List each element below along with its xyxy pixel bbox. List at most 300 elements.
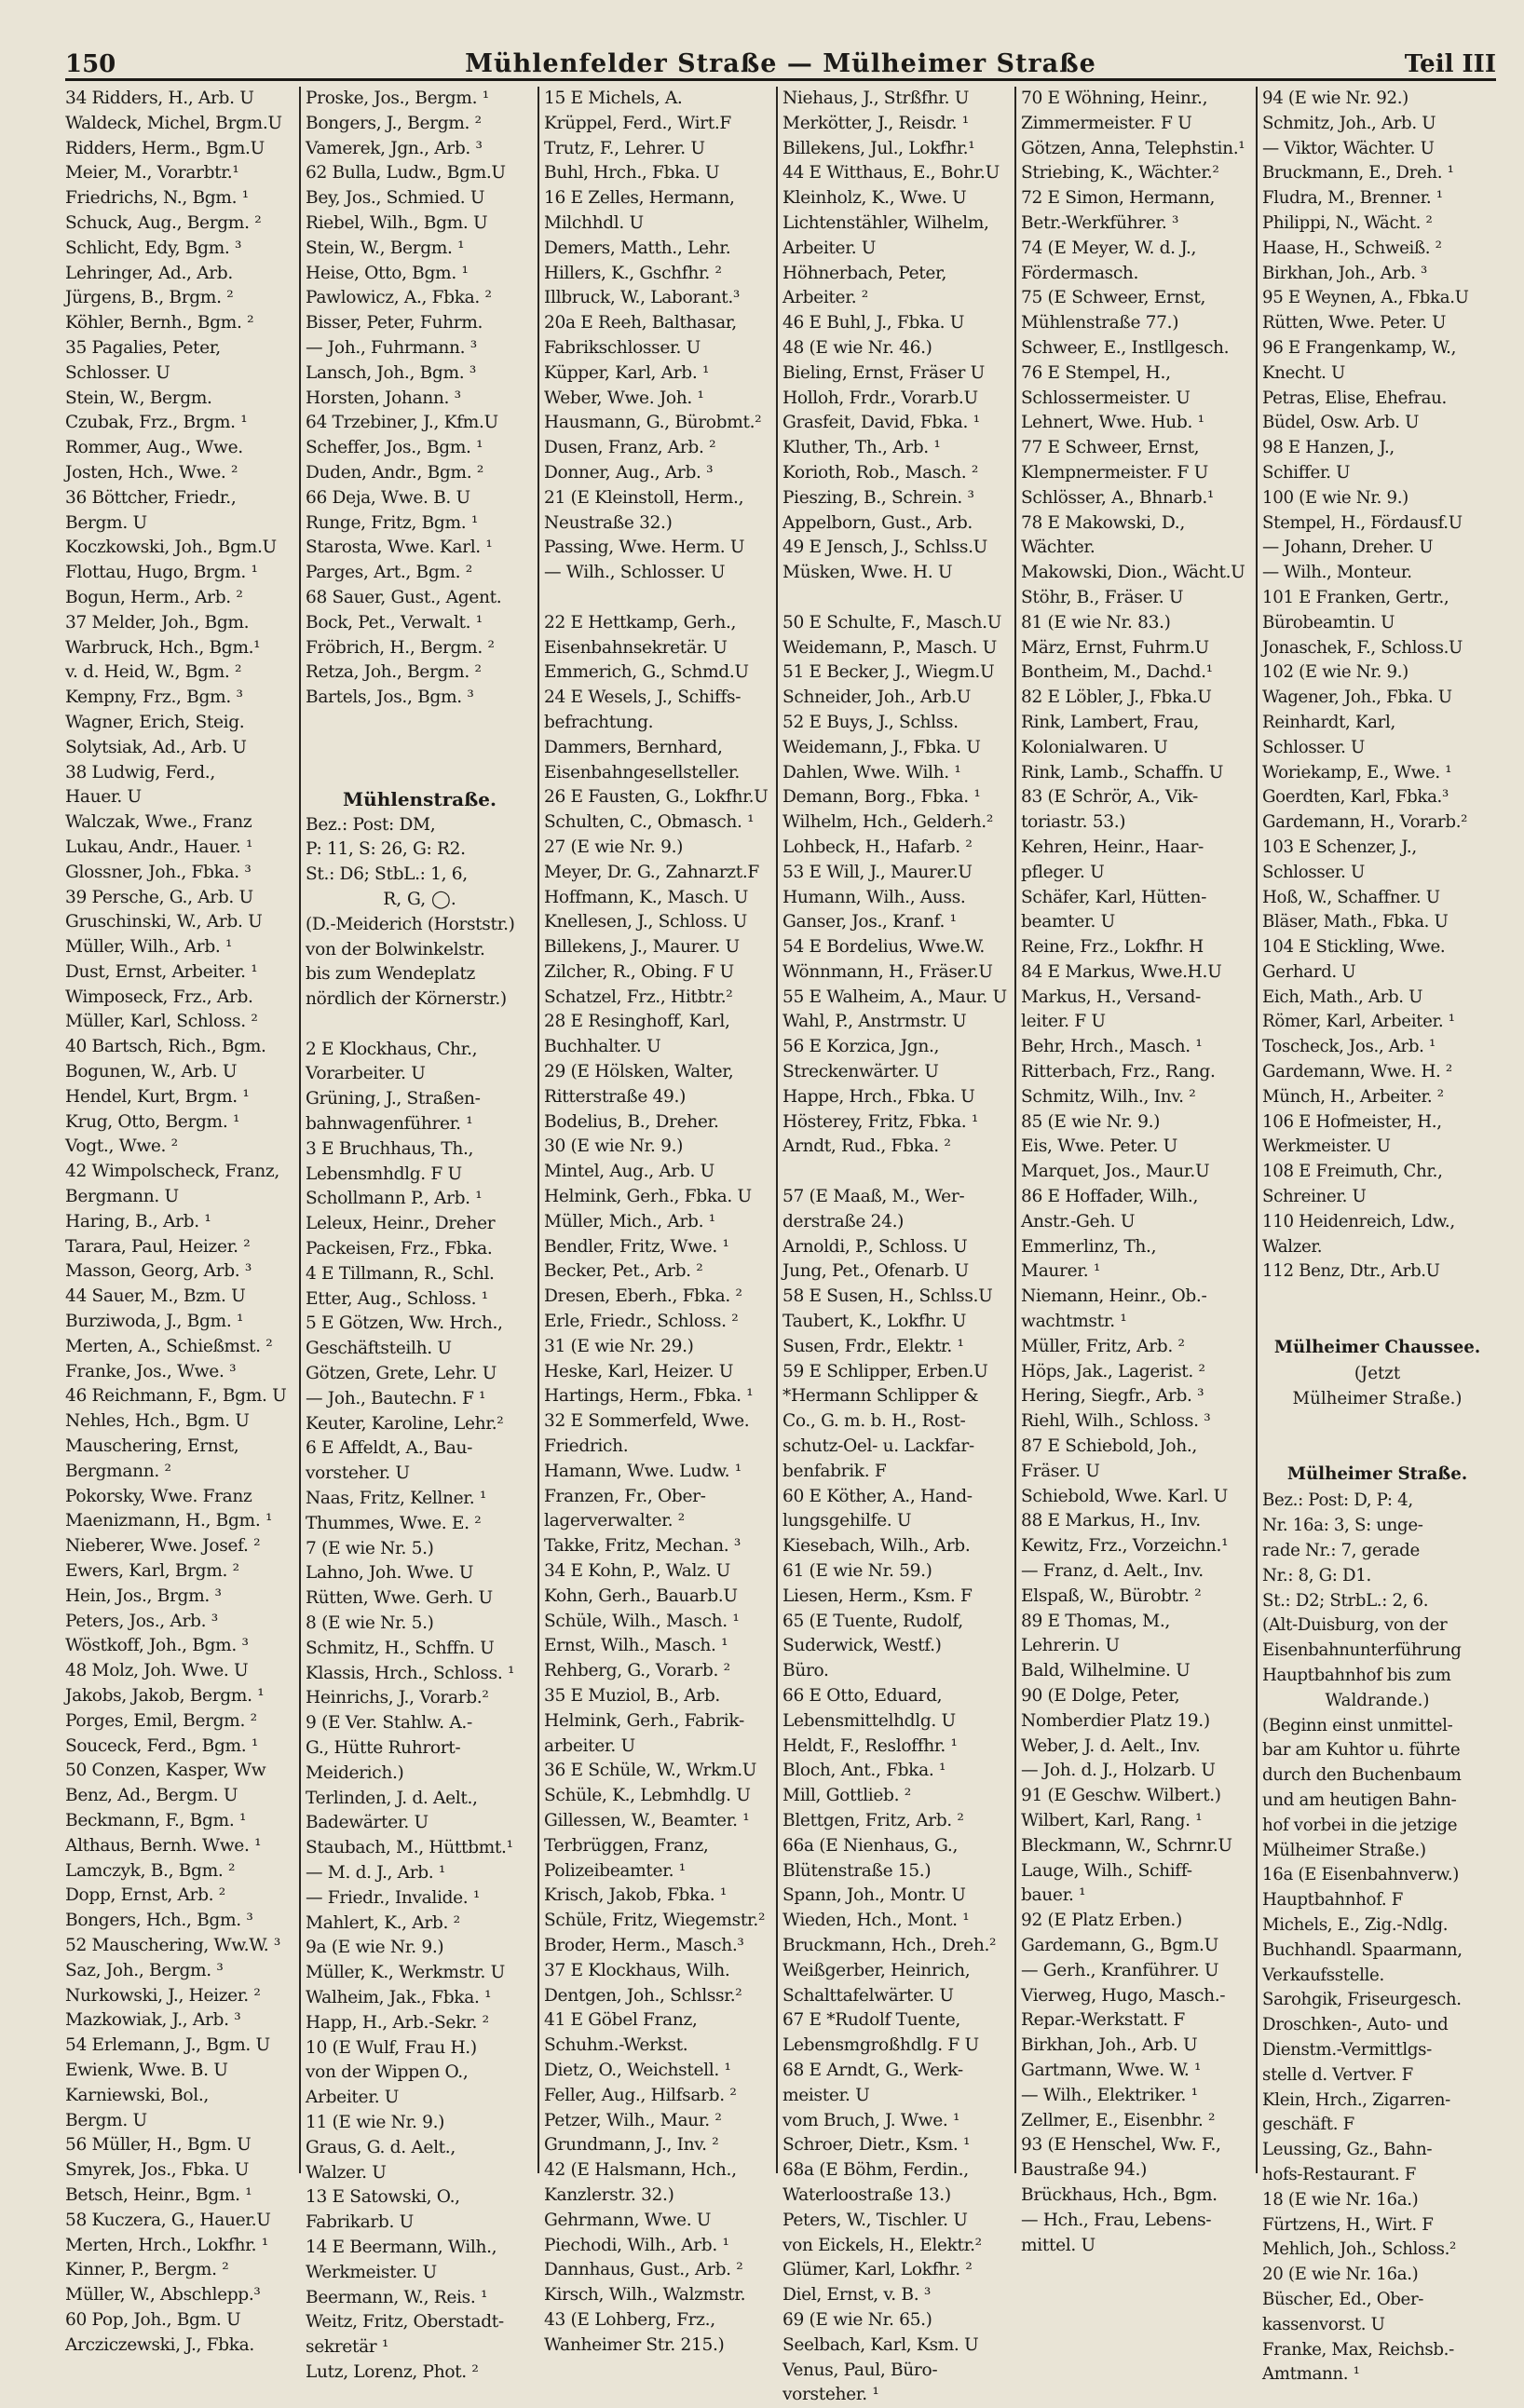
directory-entry: 108 E Freimuth, Chr., — [1262, 1162, 1443, 1182]
directory-entry: Ernst, Wilh., Masch. ¹ — [544, 1636, 728, 1656]
directory-entry: Warbruck, Hch., Bgm.¹ — [65, 637, 261, 658]
directory-entry: 30 (E wie Nr. 9.) — [544, 1136, 684, 1157]
directory-entry: Bloch, Ant., Fbka. ¹ — [782, 1761, 946, 1781]
directory-entry: Hösterey, Fritz, Fbka. ¹ — [782, 1111, 979, 1132]
directory-entry: Götzen, Grete, Lehr. U — [306, 1364, 497, 1384]
directory-entry: Meier, M., Vorarbtr.¹ — [65, 163, 239, 184]
directory-entry: Lehrerin. U — [1021, 1636, 1120, 1656]
directory-entry: Schiebold, Wwe. Karl. U — [1021, 1486, 1228, 1506]
directory-entry: Smyrek, Jos., Fbka. U — [65, 2160, 250, 2181]
directory-entry: Haase, H., Schweiß. ² — [1262, 238, 1442, 258]
directory-entry: 68 E Arndt, G., Werk- — [782, 2060, 963, 2080]
directory-entry: Wimposeck, Frz., Arb. — [65, 986, 253, 1007]
directory-entry: von der Wippen O., — [306, 2062, 469, 2083]
directory-entry: pfleger. U — [1021, 862, 1105, 882]
directory-entry: Schuck, Aug., Bergm. ² — [65, 212, 262, 233]
directory-entry: Arndt, Rud., Fbka. ² — [782, 1136, 951, 1157]
directory-entry: Pawlowicz, A., Fbka. ² — [306, 288, 492, 308]
directory-entry: 42 Wimpolscheck, Franz, — [65, 1162, 279, 1182]
directory-entry: leiter. F U — [1021, 1012, 1106, 1032]
directory-entry: 2 E Klockhaus, Chr., — [306, 1039, 478, 1059]
directory-entry: Lebensmgroßhdlg. F U — [782, 2035, 979, 2056]
directory-entry: 20 (E wie Nr. 16a.) — [1262, 2265, 1419, 2285]
directory-entry: 53 E Will, J., Maurer.U — [782, 862, 973, 882]
directory-entry: Schmitz, Joh., Arb. U — [1262, 113, 1436, 133]
directory-entry: Donner, Aug., Arb. ³ — [544, 462, 714, 483]
directory-entry: Naas, Fritz, Kellner. ¹ — [306, 1489, 486, 1509]
directory-entry: Bendler, Fritz, Wwe. ¹ — [544, 1236, 729, 1257]
directory-entry: Proske, Jos., Bergm. ¹ — [306, 88, 489, 108]
directory-entry: Runge, Fritz, Bgm. ¹ — [306, 512, 478, 533]
directory-entry: v. d. Heid, W., Bgm. ² — [65, 662, 242, 683]
directory-entry: 34 E Kohn, P., Walz. U — [544, 1561, 730, 1582]
directory-entry: Dienstm.-Vermittlgs- — [1262, 2039, 1432, 2060]
directory-entry: Nieberer, Wwe. Josef. ² — [65, 1536, 261, 1557]
centered-note: R, G, ◯. — [383, 889, 456, 909]
directory-entry: Müsken, Wwe. H. U — [782, 563, 953, 583]
directory-entry: vorsteher. U — [306, 1463, 410, 1484]
directory-entry: Bongers, Hch., Bgm. ³ — [65, 1911, 253, 1931]
directory-entry: Eisenbahnsekretär. U — [544, 637, 728, 658]
directory-entry: Parges, Art., Bgm. ² — [306, 563, 472, 583]
directory-entry: Mauschering, Ernst, — [65, 1436, 239, 1457]
directory-entry: 81 (E wie Nr. 83.) — [1021, 612, 1171, 633]
directory-entry: Bald, Wilhelmine. U — [1021, 1661, 1191, 1681]
directory-entry: Amtmann. ¹ — [1262, 2364, 1360, 2385]
directory-entry: Schlosser. U — [1262, 737, 1365, 757]
directory-entry: Schreiner. U — [1262, 1187, 1367, 1207]
directory-entry: 32 E Sommerfeld, Wwe. — [544, 1411, 750, 1432]
directory-entry: Staubach, M., Hüttbmt.¹ — [306, 1838, 513, 1858]
directory-entry: Schmitz, Wilh., Inv. ² — [1021, 1086, 1196, 1107]
directory-entry: 75 (E Schweer, Ernst, — [1021, 288, 1206, 308]
directory-entry: Birkhan, Joh., Arb. U — [1021, 2035, 1198, 2056]
directory-entry: — Gerh., Kranführer. U — [1021, 1960, 1219, 1980]
directory-entry: Dahlen, Wwe. Wilh. ¹ — [782, 762, 961, 782]
directory-entry: Stöhr, B., Fräser. U — [1021, 587, 1184, 607]
directory-entry: Emmerlinz, Th., — [1021, 1236, 1157, 1257]
directory-entry: — Joh., Bautechn. F ¹ — [306, 1388, 486, 1408]
directory-entry: Striebing, K., Wächter.² — [1021, 163, 1219, 184]
directory-entry: Bergm. U — [65, 2110, 147, 2130]
directory-entry: 68 Sauer, Gust., Agent. — [306, 587, 502, 607]
directory-entry: Schollmann P., Arb. ¹ — [306, 1189, 483, 1209]
directory-entry: Retza, Joh., Bergm. ² — [306, 662, 482, 683]
directory-entry: Kluther, Th., Arb. ¹ — [782, 438, 941, 458]
directory-entry: bis zum Wendeplatz — [306, 964, 475, 985]
directory-entry: Bez.: Post: D, P: 4, — [1262, 1490, 1413, 1511]
directory-entry: Glossner, Joh., Fbka. ³ — [65, 862, 252, 882]
directory-entry: Arbeiter. U — [782, 238, 877, 258]
directory-entry: Thummes, Wwe. E. ² — [306, 1513, 482, 1533]
directory-entry: Polizeibeamter. ¹ — [544, 1860, 686, 1881]
directory-entry: Petzer, Wilh., Maur. ² — [544, 2110, 722, 2130]
directory-entry: Blettgen, Fritz, Arb. ² — [782, 1810, 964, 1830]
directory-entry: 48 (E wie Nr. 46.) — [782, 337, 932, 358]
directory-entry: Jakobs, Jakob, Bergm. ¹ — [65, 1686, 265, 1706]
directory-entry: Friedrichs, N., Bgm. ¹ — [65, 188, 249, 209]
directory-entry: Mill, Gottlieb. ² — [782, 1786, 911, 1806]
directory-entry: Bogunen, W., Arb. U — [65, 1062, 238, 1082]
directory-entry: Lebensmhdlg. F U — [306, 1163, 462, 1184]
directory-entry: Bartels, Jos., Bgm. ³ — [306, 687, 474, 708]
directory-entry: 48 Molz, Joh. Wwe. U — [65, 1661, 249, 1681]
directory-entry: Co., G. m. b. H., Rost- — [782, 1411, 966, 1432]
directory-entry: Nurkowski, J., Heizer. ² — [65, 1985, 261, 2006]
directory-entry: Czubak, Frz., Brgm. ¹ — [65, 413, 248, 433]
directory-entry: vorsteher. ¹ — [782, 2385, 879, 2405]
directory-entry: Ritterbach, Frz., Rang. — [1021, 1062, 1216, 1082]
directory-entry: Wagner, Erich, Steig. — [65, 712, 245, 732]
directory-entry: 37 Melder, Joh., Bgm. — [65, 612, 250, 633]
directory-entry: 82 E Löbler, J., Fbka.U — [1021, 687, 1212, 708]
directory-entry: Büro. — [782, 1661, 829, 1681]
directory-entry: 85 (E wie Nr. 9.) — [1021, 1111, 1161, 1132]
directory-entry: 78 E Makowski, D., — [1021, 512, 1185, 533]
directory-entry: Maenizmann, H., Bgm. ¹ — [65, 1511, 273, 1531]
directory-entry: Ewienk, Wwe. B. U — [65, 2060, 228, 2080]
directory-entry: Lahno, Joh. Wwe. U — [306, 1563, 474, 1584]
directory-entry: Marquet, Jos., Maur.U — [1021, 1162, 1210, 1182]
directory-entry: Hauer. U — [65, 787, 142, 808]
directory-entry: Heinrichs, J., Vorarb.² — [306, 1688, 489, 1708]
directory-entry: Wöstkoff, Joh., Bgm. ³ — [65, 1636, 249, 1656]
directory-entry: Stempel, H., Fördausf.U — [1262, 512, 1463, 533]
directory-entry: Dietz, O., Weichstell. ¹ — [544, 2060, 731, 2080]
directory-entry: 66a (E Nienhaus, G., — [782, 1835, 958, 1856]
directory-entry: 4 E Tillmann, R., Schl. — [306, 1263, 495, 1284]
directory-entry: 31 (E wie Nr. 29.) — [544, 1336, 694, 1356]
centered-note: (Jetzt — [1354, 1364, 1401, 1384]
directory-entry: hofs-Restaurant. F — [1262, 2164, 1416, 2184]
directory-entry: 61 (E wie Nr. 59.) — [782, 1561, 932, 1582]
directory-entry: Mülheimer Straße.) — [1262, 1840, 1426, 1860]
directory-entry: Nr.: 8, G: D1. — [1262, 1565, 1371, 1585]
directory-entry: Woriekamp, E., Wwe. ¹ — [1262, 762, 1452, 782]
directory-entry: Jürgens, B., Brgm. ² — [65, 288, 234, 308]
directory-entry: Lamczyk, B., Bgm. ² — [65, 1860, 236, 1881]
directory-entry: Beckmann, F., Bgm. ¹ — [65, 1810, 247, 1830]
directory-entry: Schulten, C., Obmasch. ¹ — [544, 812, 755, 833]
directory-entry: — M. d. J., Arb. ¹ — [306, 1862, 446, 1883]
directory-entry: Schiffer. U — [1262, 462, 1351, 483]
directory-entry: Bläser, Math., Fbka. U — [1262, 912, 1449, 932]
directory-entry: 7 (E wie Nr. 5.) — [306, 1538, 434, 1558]
directory-entry: — Johann, Dreher. U — [1262, 537, 1434, 558]
directory-entry: meister. U — [782, 2085, 870, 2105]
directory-entry: Schlossermeister. U — [1021, 388, 1191, 408]
directory-entry: Walczak, Wwe., Franz — [65, 812, 252, 833]
directory-entry: Hamann, Wwe. Ludw. ¹ — [544, 1461, 742, 1481]
directory-entry: sekretär ¹ — [306, 2337, 389, 2358]
directory-entry: Makowski, Dion., Wächt.U — [1021, 563, 1245, 583]
directory-entry: Verkaufsstelle. — [1262, 1965, 1384, 1985]
directory-entry: 56 E Korzica, Jgn., — [782, 1037, 940, 1057]
directory-entry: 93 (E Henschel, Ww. F., — [1021, 2135, 1221, 2156]
directory-entry: 50 E Schulte, F., Masch.U — [782, 612, 1002, 633]
directory-entry: 83 (E Schrör, A., Vik- — [1021, 787, 1198, 808]
directory-entry: Müller, K., Werkmstr. U — [306, 1963, 505, 1983]
directory-entry: Meiderich.) — [306, 1762, 404, 1783]
directory-entry: Wönnmann, H., Fräser.U — [782, 961, 993, 982]
directory-entry: Rütten, Wwe. Peter. U — [1262, 313, 1447, 333]
directory-entry: Weber, Wwe. Joh. ¹ — [544, 388, 704, 408]
directory-entry: von der Bolwinkelstr. — [306, 939, 485, 959]
directory-entry: Klein, Hrch., Zigarren- — [1262, 2089, 1450, 2110]
directory-entry: Kolonialwaren. U — [1021, 737, 1168, 757]
directory-entry: 96 E Frangenkamp, W., — [1262, 337, 1457, 358]
directory-entry: derstraße 24.) — [782, 1211, 905, 1231]
blank-line — [1262, 1412, 1492, 1437]
directory-entry: 56 Müller, H., Bgm. U — [65, 2135, 252, 2156]
directory-entry: — Wilh., Schlosser. U — [544, 563, 726, 583]
directory-entry: Zilcher, R., Obing. F U — [544, 961, 734, 982]
directory-entry: Hoß, W., Schaffner. U — [1262, 887, 1440, 907]
directory-entry: Dannhaus, Gust., Arb. ² — [544, 2260, 743, 2280]
directory-entry: Weißgerber, Heinrich, — [782, 1960, 971, 1980]
directory-entry: Burziwoda, J., Bgm. ¹ — [65, 1312, 244, 1332]
directory-entry: 60 E Köther, A., Hand- — [782, 1486, 973, 1506]
directory-entry: — Franz, d. Aelt., Inv. — [1021, 1561, 1204, 1582]
directory-entry: Philippi, N., Wächt. ² — [1262, 212, 1433, 233]
directory-entry: Ganser, Jos., Kranf. ¹ — [782, 912, 957, 932]
directory-entry: 77 E Schweer, Ernst, — [1021, 438, 1200, 458]
directory-entry: Mahlert, K., Arb. ² — [306, 1912, 460, 1933]
directory-entry: Wieden, Hch., Mont. ¹ — [782, 1911, 970, 1931]
directory-entry: Arbeiter. U — [306, 2088, 400, 2108]
directory-entry: Terlinden, J. d. Aelt., — [306, 1788, 478, 1808]
directory-entry: Höps, Jak., Lagerist. ² — [1021, 1361, 1205, 1381]
directory-entry: 16a (E Eisenbahnverw.) — [1262, 1865, 1460, 1885]
directory-entry: Gartmann, Wwe. W. ¹ — [1021, 2060, 1202, 2080]
directory-entry: 54 E Bordelius, Wwe.W. — [782, 937, 985, 958]
directory-entry: Souceck, Ferd., Bgm. ¹ — [65, 1735, 259, 1756]
directory-entry: Hillers, K., Gschfhr. ² — [544, 263, 722, 283]
directory-entry: Zellmer, E., Eisenbhr. ² — [1021, 2110, 1216, 2130]
directory-entry: schutz-Oel- u. Lackfar- — [782, 1436, 974, 1457]
directory-entry: vom Bruch, J. Wwe. ¹ — [782, 2110, 960, 2130]
directory-entry: Meyer, Dr. G., Zahnarzt.F — [544, 862, 759, 882]
directory-entry: Waldeck, Michel, Brgm.U — [65, 113, 282, 133]
directory-entry: 64 Trzebiner, J., Kfm.U — [306, 413, 498, 433]
directory-entry: — Viktor, Wächter. U — [1262, 138, 1435, 158]
directory-entry: Maurer. ¹ — [1021, 1261, 1100, 1282]
directory-entry: — Wilh., Monteur. — [1262, 563, 1412, 583]
directory-entry: Grüning, J., Straßen- — [306, 1089, 481, 1109]
directory-entry: Peters, W., Tischler. U — [782, 2210, 968, 2230]
directory-entry: lungsgehilfe. U — [782, 1511, 912, 1531]
directory-entry: 104 E Stickling, Wwe. — [1262, 937, 1446, 958]
street-heading: Mülheimer Chaussee. — [1273, 1338, 1481, 1358]
directory-entry: 14 E Beermann, Wilh., — [306, 2237, 497, 2257]
directory-entry: Bleckmann, W., Schrnr.U — [1021, 1835, 1232, 1856]
directory-entry: 9 (E Ver. Stahlw. A.- — [306, 1713, 472, 1734]
directory-entry: Koczkowski, Joh., Bgm.U — [65, 537, 277, 558]
directory-entry: Götzen, Anna, Telephstin.¹ — [1021, 138, 1245, 158]
directory-entry: Walzer. — [1262, 1236, 1323, 1257]
directory-entry: hof vorbei in die jetzige — [1262, 1815, 1458, 1835]
directory-entry: Hendel, Kurt, Brgm. ¹ — [65, 1086, 250, 1107]
directory-entry: Ritterstraße 49.) — [544, 1086, 686, 1107]
directory-entry: Appelborn, Gust., Arb. — [782, 512, 973, 533]
directory-entry: Grasfeit, David, Fbka. ¹ — [782, 413, 980, 433]
directory-entry: Fröbrich, H., Bergm. ² — [306, 637, 495, 658]
directory-entry: 100 (E wie Nr. 9.) — [1262, 487, 1408, 508]
directory-entry: Broder, Herm., Masch.³ — [544, 1935, 744, 1955]
directory-entry: Heske, Karl, Heizer. U — [544, 1361, 734, 1381]
directory-entry: Glümer, Karl, Lokfhr. ² — [782, 2260, 973, 2280]
directory-entry: Rehberg, G., Vorarb. ² — [544, 1661, 730, 1681]
blank-line — [306, 736, 534, 761]
directory-entry: Demers, Matth., Lehr. — [544, 238, 731, 258]
directory-entry: Mehlich, Joh., Schloss.² — [1262, 2239, 1456, 2260]
directory-entry: 21 (E Kleinstoll, Herm., — [544, 487, 744, 508]
directory-entry: (D.-Meiderich (Horststr.) — [306, 914, 515, 934]
directory-entry: 10 (E Wulf, Frau H.) — [306, 2037, 477, 2058]
directory-entry: Leleux, Heinr., Dreher — [306, 1214, 496, 1234]
column-4 — [776, 87, 1014, 2405]
directory-entry: 42 (E Halsmann, Hch., — [544, 2160, 737, 2181]
directory-entry: 98 E Hanzen, J., — [1262, 438, 1395, 458]
directory-entry: Passing, Wwe. Herm. U — [544, 537, 745, 558]
directory-entry: Leussing, Gz., Bahn- — [1262, 2140, 1433, 2160]
directory-entry: St.: D6; StbL.: 1, 6, — [306, 864, 468, 885]
directory-entry: Piechodi, Wilh., Arb. ¹ — [544, 2235, 729, 2255]
directory-entry: Schweer, E., Instllgesch. — [1021, 337, 1230, 358]
directory-entry: Wilbert, Karl, Rang. ¹ — [1021, 1810, 1203, 1830]
directory-entry: Müller, Mich., Arb. ¹ — [544, 1211, 715, 1231]
directory-entry: Benz, Ad., Bergm. U — [65, 1786, 238, 1806]
directory-entry: Fabrikschlosser. U — [544, 337, 701, 358]
directory-entry: 72 E Simon, Hermann, — [1021, 188, 1216, 209]
directory-entry: nördlich der Körnerstr.) — [306, 989, 507, 1010]
directory-entry: Vorarbeiter. U — [306, 1064, 426, 1084]
directory-entry: Gehrmann, Wwe. U — [544, 2210, 712, 2230]
directory-entry: Friedrich. — [544, 1436, 629, 1457]
directory-entry: 65 (E Tuente, Rudolf, — [782, 1611, 963, 1631]
directory-entry: Bontheim, M., Dachd.¹ — [1021, 662, 1213, 683]
directory-entry: Michels, E., Zig.-Ndlg. — [1262, 1914, 1449, 1935]
directory-entry: Merten, Hrch., Lokfhr. ¹ — [65, 2235, 268, 2255]
directory-entry: 69 (E wie Nr. 65.) — [782, 2309, 932, 2330]
directory-entry: Korioth, Rob., Masch. ² — [782, 462, 978, 483]
directory-entry: Nr. 16a: 3, S: unge- — [1262, 1516, 1423, 1536]
directory-entry: Pokorsky, Wwe. Franz — [65, 1486, 252, 1506]
directory-entry: Venus, Paul, Büro- — [782, 2360, 938, 2380]
directory-entry: Birkhan, Joh., Arb. ³ — [1262, 263, 1428, 283]
directory-entry: Suderwick, Westf.) — [782, 1636, 942, 1656]
directory-entry: 13 E Satowski, O., — [306, 2187, 460, 2208]
directory-entry: 26 E Fausten, G., Lokfhr.U — [544, 787, 769, 808]
directory-entry: Kanzlerstr. 32.) — [544, 2184, 674, 2205]
directory-entry: Franke, Max, Reichsb.- — [1262, 2339, 1454, 2360]
directory-entry: 44 E Witthaus, E., Bohr.U — [782, 163, 1000, 184]
directory-entry: Fabrikarb. U — [306, 2212, 414, 2233]
directory-entry: Werkmeister. U — [1262, 1136, 1391, 1157]
directory-entry: Karniewski, Bol., — [65, 2085, 209, 2105]
directory-entry: Helmink, Gerh., Fbka. U — [544, 1187, 752, 1207]
directory-entry: Bieling, Ernst, Fräser U — [782, 362, 985, 383]
directory-entry: Demann, Borg., Fbka. ¹ — [782, 787, 981, 808]
directory-entry: 24 E Wesels, J., Schiffs- — [544, 687, 742, 708]
directory-entry: Liesen, Herm., Ksm. F — [782, 1585, 973, 1606]
directory-entry: 50 Conzen, Kasper, Ww — [65, 1761, 266, 1781]
directory-entry: 67 E *Rudolf Tuente, — [782, 2010, 960, 2031]
directory-entry: *Hermann Schlipper & — [782, 1386, 979, 1407]
directory-entry: bauer. ¹ — [1021, 1885, 1086, 1906]
directory-entry: Weitz, Fritz, Oberstadt- — [306, 2312, 504, 2333]
directory-entry: rade Nr.: 7, gerade — [1262, 1541, 1420, 1561]
directory-entry: Jung, Pet., Ofenarb. U — [782, 1261, 969, 1282]
directory-entry: Ewers, Karl, Brgm. ² — [65, 1561, 239, 1582]
directory-entry: 91 (E Geschw. Wilbert.) — [1021, 1786, 1221, 1806]
directory-entry: Kewitz, Frz., Vorzeichn.¹ — [1021, 1536, 1229, 1557]
directory-entry: Schlosser. U — [65, 362, 170, 383]
directory-entry: Masson, Georg, Arb. ³ — [65, 1261, 252, 1282]
directory-entry: Petras, Elise, Ehefrau. — [1262, 388, 1447, 408]
directory-entry: Porges, Emil, Bergm. ² — [65, 1710, 257, 1731]
directory-entry: von Eickels, H., Elektr.² — [782, 2235, 982, 2255]
directory-entry: Köhler, Bernh., Bgm. ² — [65, 313, 254, 333]
page-header — [65, 41, 1496, 81]
directory-entry: Lukau, Andr., Hauer. ¹ — [65, 837, 253, 857]
directory-entry: 57 (E Maaß, M., Wer- — [782, 1187, 965, 1207]
directory-entry: Susen, Frdr., Elektr. ¹ — [782, 1336, 964, 1356]
directory-entry: 76 E Stempel, H., — [1021, 362, 1171, 383]
directory-entry: Müller, Karl, Schloss. ² — [65, 1012, 258, 1032]
column-2 — [299, 87, 537, 2382]
street-heading: Mülheimer Straße. — [1286, 1464, 1468, 1485]
directory-entry: Eisenbahnunterführung — [1262, 1640, 1462, 1661]
directory-entry: Happe, Hrch., Fbka. U — [782, 1086, 975, 1107]
directory-entry: 66 E Otto, Eduard, — [782, 1686, 943, 1706]
directory-entry: Brückhaus, Hch., Bgm. — [1021, 2184, 1218, 2205]
directory-entry: Goerdten, Karl, Fbka.³ — [1262, 787, 1449, 808]
directory-entry: Gardemann, G., Bgm.U — [1021, 1935, 1218, 1955]
directory-entry: 54 Erlemann, J., Bgm. U — [65, 2035, 270, 2056]
directory-entry: Hartings, Herm., Fbka. ¹ — [544, 1386, 754, 1407]
directory-entry: Walzer. U — [306, 2162, 387, 2183]
directory-entry: 49 E Jensch, J., Schlss.U — [782, 537, 987, 558]
directory-entry: 86 E Hoffader, Wilh., — [1021, 1187, 1199, 1207]
directory-entry: bar am Kuhtor u. führte — [1262, 1740, 1461, 1761]
directory-entry: arbeiter. U — [544, 1735, 635, 1756]
directory-entry: Werkmeister. U — [306, 2262, 437, 2282]
directory-entry: Emmerich, G., Schmd.U — [544, 662, 749, 683]
directory-entry: Rommer, Aug., Wwe. — [65, 438, 243, 458]
directory-entry: Billekens, Jul., Lokfhr.¹ — [782, 138, 975, 158]
directory-entry: Bruckmann, E., Dreh. ¹ — [1262, 163, 1454, 184]
directory-entry: Bergmann. U — [65, 1187, 179, 1207]
directory-entry: Hauptbahnhof bis zum — [1262, 1666, 1451, 1686]
directory-entry: 9a (E wie Nr. 9.) — [306, 1938, 444, 1958]
directory-entry: Dresen, Eberh., Fbka. ² — [544, 1286, 742, 1307]
directory-entry: Pieszing, B., Schrein. ³ — [782, 487, 974, 508]
directory-entry: Fludra, M., Brenner. ¹ — [1262, 188, 1443, 209]
directory-entry: (Beginn einst unmittel- — [1262, 1715, 1453, 1735]
directory-entry: 40 Bartsch, Rich., Bgm. — [65, 1037, 266, 1057]
directory-entry: Scheffer, Jos., Bgm. ¹ — [306, 438, 483, 458]
directory-entry: Mintel, Aug., Arb. U — [544, 1162, 714, 1182]
directory-entry: Grundmann, J., Inv. ² — [544, 2135, 719, 2156]
directory-entry: Erle, Friedr., Schloss. ² — [544, 1312, 739, 1332]
directory-entry: — Friedr., Invalide. ¹ — [306, 1887, 481, 1908]
directory-entry: Gruschinski, W., Arb. U — [65, 912, 263, 932]
directory-entry: Markus, H., Versand- — [1021, 986, 1201, 1007]
directory-entry: 22 E Hettkamp, Gerh., — [544, 612, 737, 633]
part-label: Teil III — [1404, 50, 1496, 78]
directory-entry: 8 (E wie Nr. 5.) — [306, 1613, 434, 1634]
